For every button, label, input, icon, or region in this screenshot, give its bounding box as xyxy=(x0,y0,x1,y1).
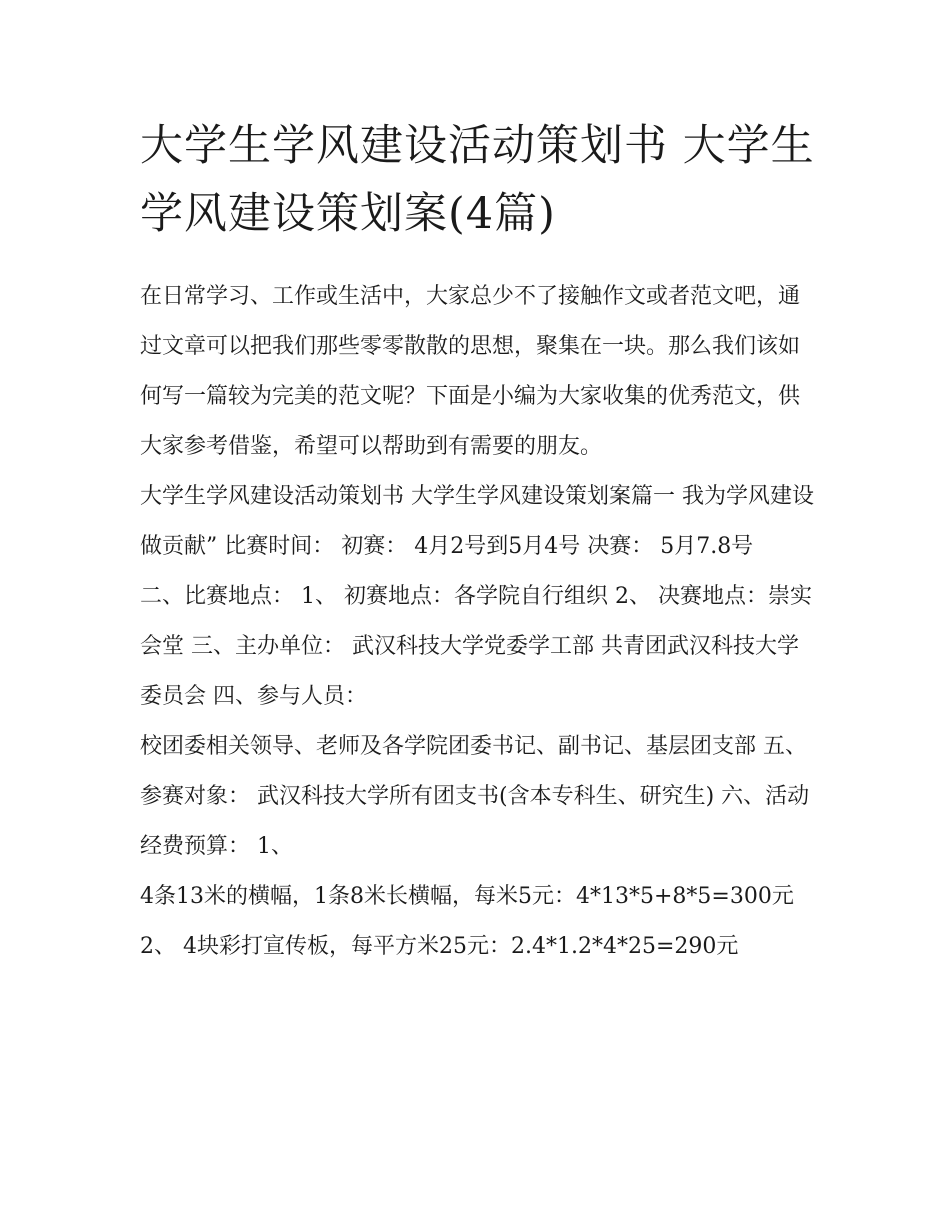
document-title: 大学生学风建设活动策划书 大学生学风建设策划案(4篇) xyxy=(140,121,815,239)
budget-paragraph: 4条13米的横幅，1条8米长横幅，每米5元：4*13*5+8*5=300元 2、 4块彩打宣传板，每平方米25元：2.4*1.2*4*25=290元 xyxy=(140,884,794,959)
intro-paragraph: 在日常学习、工作或生活中，大家总少不了接触作文或者范文吧，通过文章可以把我们那些零零散散的思想，聚集在一块。那么我们该如何写一篇较为完美的范文呢？下面是小编为大家收集的优秀范文，供大家参考借鉴，希望可以帮助到有需要的朋友。 xyxy=(140,284,801,459)
competition-time-paragraph: 大学生学风建设活动策划书 大学生学风建设策划案篇一 我为学风建设做贡献” 比赛时间： 初赛： 4月2号到5月4号 决赛： 5月7.8号 xyxy=(140,484,814,559)
venue-organizer-paragraph: 二、比赛地点： 1、 初赛地点：各学院自行组织 2、 决赛地点：崇实会堂 三、主办单位： 武汉科技大学党委学工部 共青团武汉科技大学委员会 四、参与人员： xyxy=(140,584,812,709)
participants-paragraph: 校团委相关领导、老师及各学院团委书记、副书记、基层团支部 五、参赛对象： 武汉科技大学所有团支书(含本专科生、研究生) 六、活动经费预算： 1、 xyxy=(140,734,810,859)
document-body xyxy=(140,112,820,972)
